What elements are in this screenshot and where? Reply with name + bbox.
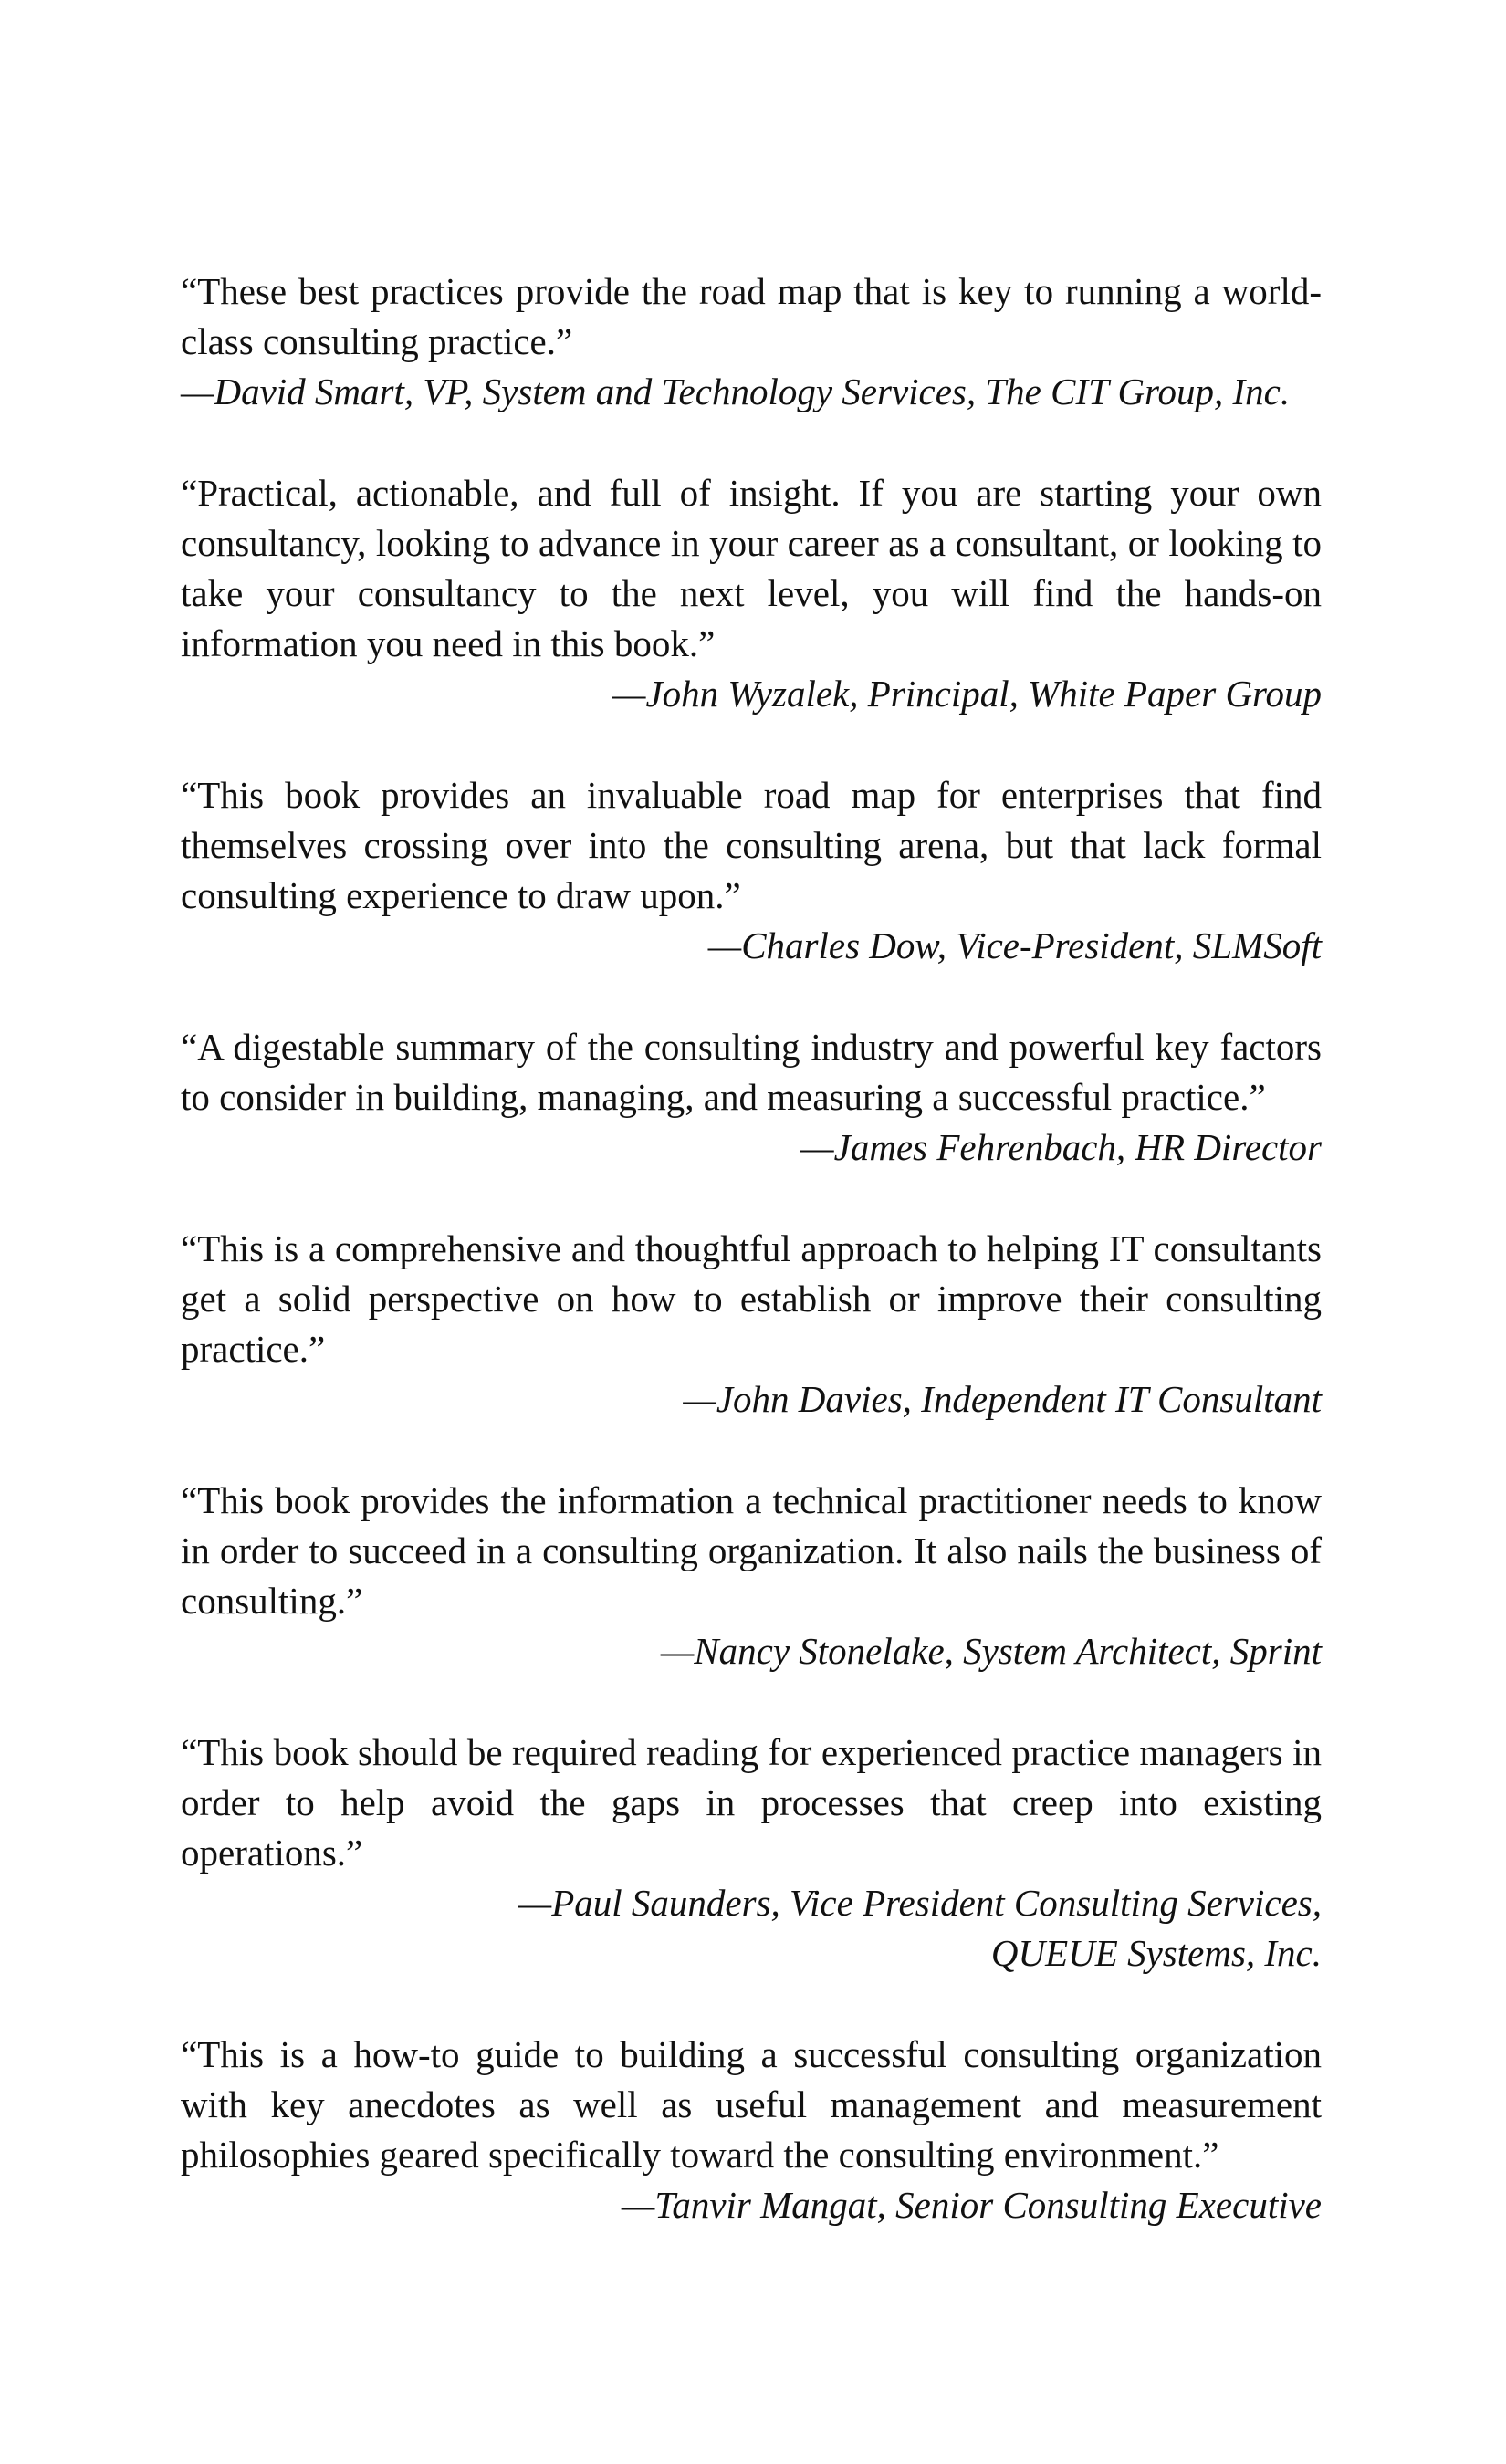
testimonial-quote: “This is a comprehensive and thoughtful approach to helping IT consultants get a solid perspective on how to establish or improve their consulting practice.” xyxy=(181,1227,1322,1370)
testimonial-attribution xyxy=(181,921,1322,971)
testimonial xyxy=(181,1728,1322,1979)
testimonial-attribution xyxy=(181,367,1322,417)
testimonial xyxy=(181,266,1322,417)
testimonial-attribution xyxy=(181,2180,1322,2230)
testimonial-attribution xyxy=(181,1374,1322,1425)
attribution-line: —Charles Dow, Vice-President, SLMSoft xyxy=(707,924,1322,966)
testimonial-quote: “This book should be required reading for experienced practice managers in order to help avoid the gaps in processes that creep into existing operations.” xyxy=(181,1731,1322,1874)
attribution-line: QUEUE Systems, Inc. xyxy=(990,1932,1322,1974)
attribution-line: —Paul Saunders, Vice President Consulting Services, xyxy=(518,1882,1322,1924)
attribution-line: —James Fehrenbach, HR Director xyxy=(800,1126,1322,1168)
testimonial xyxy=(181,1476,1322,1676)
attribution-line: —John Davies, Independent IT Consultant xyxy=(683,1378,1322,1420)
testimonial-quote: “Practical, actionable, and full of insight. If you are starting your own consultancy, looking to advance in your career as a consultant, or looking to take your consultancy to the next level, you will find the hands-on information you need in this book.” xyxy=(181,472,1322,664)
testimonial-quote: “This book provides the information a technical practitioner needs to know in order to succeed in a consulting organization. It also nails the business of consulting.” xyxy=(181,1479,1322,1622)
attribution-line: —Nancy Stonelake, System Architect, Sprint xyxy=(660,1630,1322,1672)
attribution-line: —Tanvir Mangat, Senior Consulting Executive xyxy=(621,2184,1322,2226)
testimonial-quote: “A digestable summary of the consulting industry and powerful key factors to consider in building, managing, and measuring a successful practice.” xyxy=(181,1026,1322,1118)
endorsements-page xyxy=(181,266,1322,2281)
testimonial xyxy=(181,468,1322,719)
testimonial-quote: “These best practices provide the road map that is key to running a world-class consulting practice.” xyxy=(181,270,1322,362)
testimonial-attribution xyxy=(181,1626,1322,1676)
testimonial-attribution xyxy=(181,669,1322,719)
testimonial xyxy=(181,770,1322,971)
testimonial-attribution xyxy=(181,1122,1322,1173)
attribution-line: —David Smart, VP, System and Technology Services, The CIT Group, Inc. xyxy=(181,371,1291,412)
attribution-line: —John Wyzalek, Principal, White Paper Group xyxy=(612,673,1322,715)
testimonial-quote: “This book provides an invaluable road map for enterprises that find themselves crossing over into the consulting arena, but that lack formal consulting experience to draw upon.” xyxy=(181,774,1322,916)
testimonial-attribution xyxy=(181,1878,1322,1979)
testimonial xyxy=(181,2030,1322,2230)
testimonial xyxy=(181,1224,1322,1425)
testimonial-quote: “This is a how-to guide to building a successful consulting organization with key anecdotes as well as useful management and measurement philosophies geared specifically toward the consulting environment.” xyxy=(181,2033,1322,2176)
testimonial xyxy=(181,1022,1322,1173)
